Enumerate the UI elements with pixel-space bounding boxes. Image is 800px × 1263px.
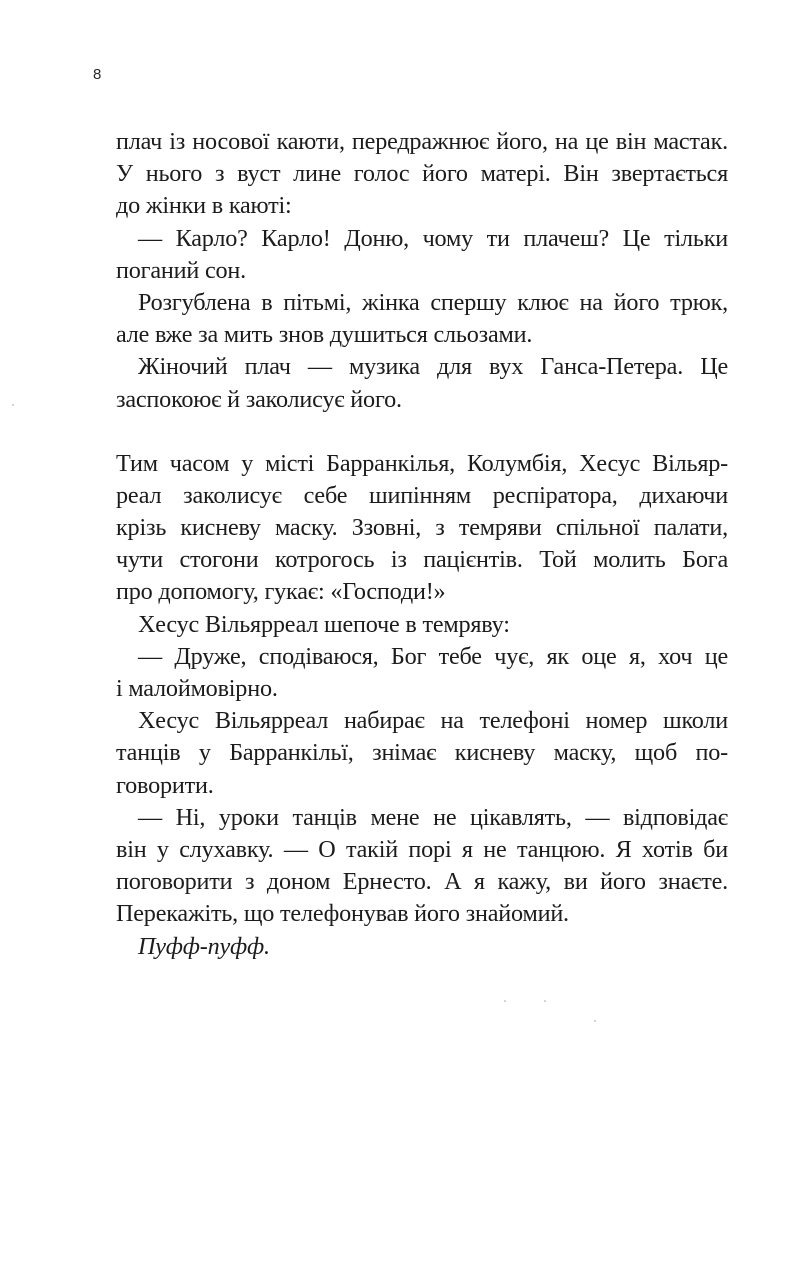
closing-line: Пуфф-пуфф.	[138, 932, 270, 960]
section-jesus-villarreal	[116, 448, 728, 963]
scan-speck	[544, 1000, 546, 1002]
text-line: поговорити з доном Ернесто. А я кажу, ви його знаєте.	[116, 868, 728, 896]
page-number: 8	[93, 66, 102, 83]
text-line: крізь кисневу маску. Ззовні, з темряви спільної палати,	[116, 514, 728, 542]
text-line: Хесус Вільярреал набирає на телефоні номер школи	[138, 707, 728, 735]
text-line: плач із носової каюти, передражнює його, на це він мастак.	[116, 128, 728, 155]
text-line: Жіночий плач — музика для вух Ганса-Петера. Це	[138, 353, 728, 381]
text-line: заспокоює й заколисує його.	[116, 385, 402, 413]
scan-speck	[504, 1000, 506, 1002]
text-line: Розгублена в пітьмі, жінка спершу клює на його трюк,	[138, 288, 728, 316]
text-line: Хесус Вільярреал шепоче в темряву:	[138, 610, 510, 638]
text-line: танців у Барранкільї, знімає кисневу маску, щоб по-	[116, 739, 728, 767]
text-line: — Ні, уроки танців мене не цікавлять, — відповідає	[138, 803, 728, 831]
scan-speck	[594, 1020, 596, 1022]
text-line: чути стогони котрогось із пацієнтів. Той молить Бога	[116, 546, 728, 574]
text-line: він у слухавку. — О такій порі я не танцюю. Я хотів би	[116, 835, 728, 863]
text-line: але вже за мить знов душиться сльозами.	[116, 321, 533, 349]
page-body	[116, 126, 728, 963]
text-line: — Карло? Карло! Доню, чому ти плачеш? Це тільки	[138, 224, 728, 252]
section-hans-peter	[116, 126, 728, 416]
text-line: поганий сон.	[116, 256, 246, 284]
text-line: Перекажіть, що телефонував його знайомий.	[116, 900, 569, 928]
text-line: Тим часом у місті Барранкілья, Колумбія, Хесус Вільяр-	[116, 449, 728, 477]
text-line: до жінки в каюті:	[116, 192, 292, 220]
text-line: говорити.	[116, 771, 214, 799]
text-line: — Друже, сподіваюся, Бог тебе чує, як оце я, хоч це	[138, 642, 728, 670]
scan-speck	[12, 404, 14, 406]
text-line: про допомогу, гукає: «Господи!»	[116, 578, 446, 606]
text-line: реал заколисує себе шипінням респіратора, дихаючи	[116, 481, 728, 509]
text-line: і малоймовірно.	[116, 675, 278, 702]
text-line: У нього з вуст лине голос його матері. Він звертається	[116, 160, 728, 188]
section-break	[116, 416, 728, 448]
